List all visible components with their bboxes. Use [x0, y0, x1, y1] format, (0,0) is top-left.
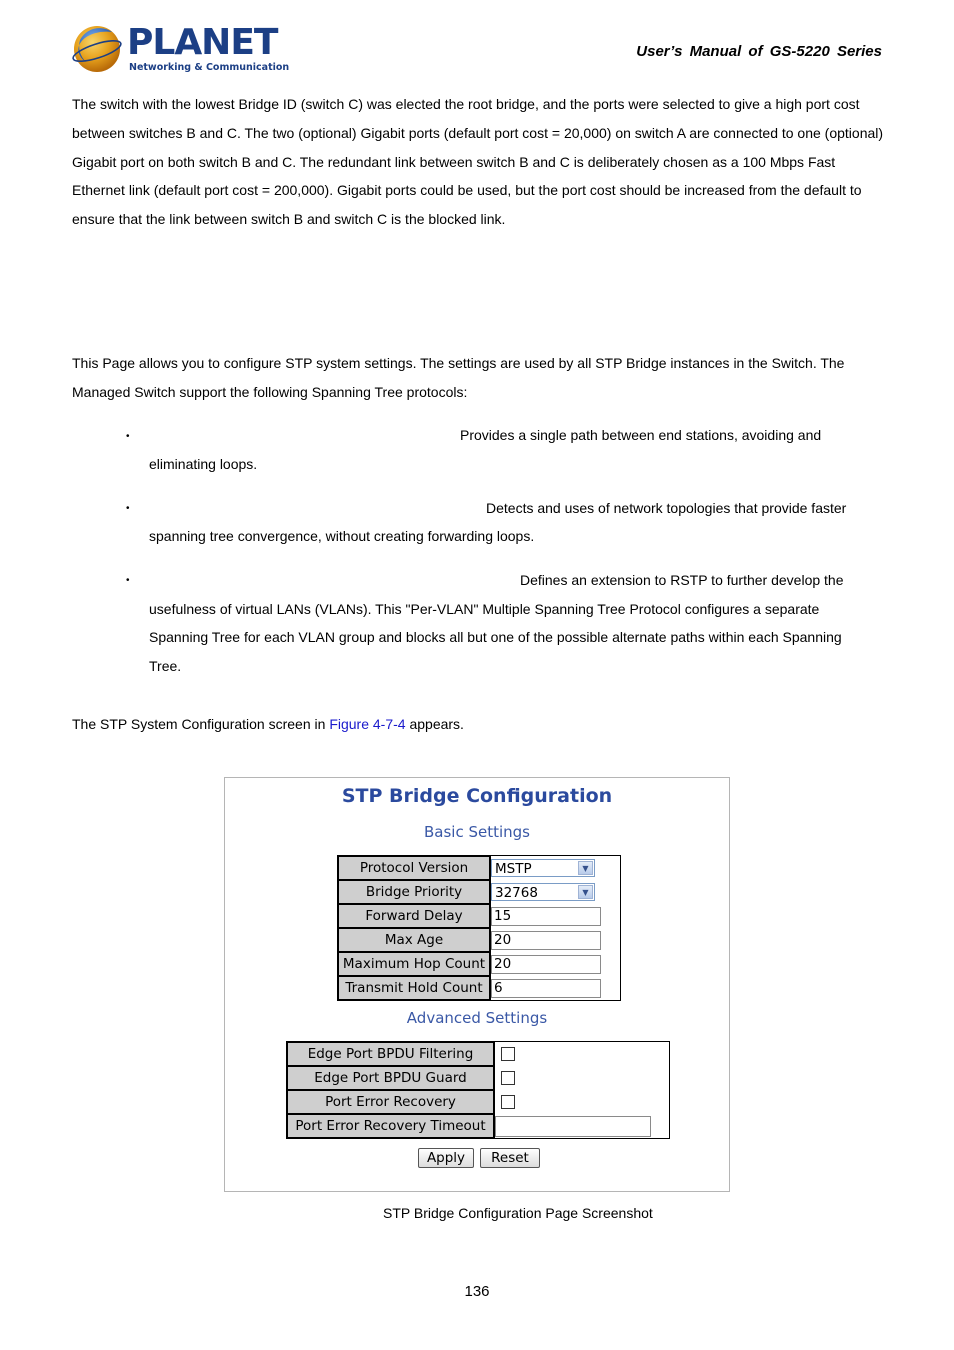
table-row: [287, 1090, 669, 1114]
bullet-stp-text: Provides a single path between end stations, avoiding and: [460, 427, 822, 443]
bpdu-filtering-checkbox[interactable]: [501, 1047, 515, 1061]
error-recovery-label: Port Error Recovery: [287, 1090, 495, 1114]
bpdu-filtering-label: Edge Port BPDU Filtering: [287, 1042, 495, 1066]
max-hop-count-input[interactable]: 20: [491, 955, 601, 974]
advanced-settings-title: Advanced Settings: [406, 1009, 548, 1027]
table-row: [287, 1114, 669, 1138]
table-row: [338, 856, 620, 880]
advanced-settings-table: [286, 1041, 670, 1139]
bullet-rstp-cont: spanning tree convergence, without creating forwarding loops.: [149, 528, 535, 544]
transmit-hold-count-input[interactable]: 6: [491, 979, 601, 998]
stp-config-title: STP Bridge Configuration: [341, 785, 613, 807]
max-age-label: Max Age: [338, 928, 491, 952]
table-row: [338, 880, 620, 904]
error-recovery-timeout-input[interactable]: [495, 1116, 651, 1137]
forward-delay-input[interactable]: 15: [491, 907, 601, 926]
bullet-dot: •: [126, 503, 130, 514]
figure-ref-text: The STP System Configuration screen in: [72, 716, 330, 732]
manual-title: User’s Manual of GS-5220 Series: [636, 43, 882, 60]
bridge-priority-value: 32768: [495, 885, 538, 901]
planet-logo: [72, 22, 290, 78]
error-recovery-timeout-label: Port Error Recovery Timeout: [287, 1114, 495, 1138]
basic-settings-title: Basic Settings: [423, 823, 530, 841]
stp-description-paragraph: This Page allows you to configure STP system settings. The settings are used by all STP Bridge instances in the Switch. The Managed Switch support the following Spanning Tree protocols:: [72, 355, 845, 400]
bpdu-guard-checkbox[interactable]: [501, 1071, 515, 1085]
table-row: [338, 928, 620, 952]
table-row: [287, 1042, 669, 1066]
logo-tagline: Networking & Communication: [129, 62, 290, 73]
bridge-priority-label: Bridge Priority: [338, 880, 491, 904]
protocol-version-value: MSTP: [495, 861, 532, 877]
table-row: [338, 976, 620, 1000]
max-age-input[interactable]: 20: [491, 931, 601, 950]
chevron-down-icon[interactable]: ▼: [578, 861, 593, 875]
bullet-stp-cont: eliminating loops.: [149, 456, 258, 472]
bullet-mstp-cont-1: usefulness of virtual LANs (VLANs). This "Per-VLAN" Multiple Spanning Tree Protocol configures a separate: [149, 601, 820, 617]
figure-reference: [72, 710, 464, 738]
error-recovery-checkbox[interactable]: [501, 1095, 515, 1109]
table-row: [338, 904, 620, 928]
reset-button[interactable]: Reset: [480, 1148, 540, 1168]
bullet-mstp-cont-2: Spanning Tree for each VLAN group and blocks all but one of the possible alternate paths within each Spanning: [149, 629, 842, 645]
forward-delay-label: Forward Delay: [338, 904, 491, 928]
intro-paragraph: The switch with the lowest Bridge ID (switch C) was elected the root bridge, and the ports were selected to give a high port cost between switches B and C. The two (optional) Gigabit ports (default port cost = 20,000) on switch A are connected to one (optional) Gigabit port on both switch B and C. The redundant link between switch B and C is deliberately chosen as a 100 Mbps Fast Ethernet link (default port cost = 200,000). Gigabit ports could be used, but the port cost should be increased from the default to ensure that the link between switch B and switch C is the blocked link.: [72, 96, 884, 228]
table-row: [338, 952, 620, 976]
max-hop-count-label: Maximum Hop Count: [338, 952, 491, 976]
bullet-rstp-text: Detects and uses of network topologies that provide faster: [486, 500, 847, 516]
protocol-version-label: Protocol Version: [338, 856, 491, 880]
bpdu-guard-label: Edge Port BPDU Guard: [287, 1066, 495, 1090]
chevron-down-icon[interactable]: ▼: [578, 885, 593, 899]
bullet-mstp-text: Defines an extension to RSTP to further develop the: [520, 572, 844, 588]
page-number: 136: [464, 1283, 490, 1300]
stp-config-screenshot: [224, 777, 730, 1192]
bullet-mstp-cont-3: Tree.: [149, 658, 182, 674]
figure-link[interactable]: Figure 4-7-4: [329, 716, 406, 732]
bullet-dot: •: [126, 575, 130, 586]
logo-wordmark: PLANET: [127, 22, 278, 63]
table-row: [287, 1066, 669, 1090]
figure-caption: STP Bridge Configuration Page Screenshot: [383, 1205, 653, 1221]
figure-ref-text-end: appears.: [405, 716, 464, 732]
apply-button[interactable]: Apply: [418, 1148, 474, 1168]
bullet-dot: •: [126, 431, 130, 442]
transmit-hold-count-label: Transmit Hold Count: [338, 976, 491, 1000]
basic-settings-table: [337, 855, 621, 1001]
bridge-priority-select[interactable]: [491, 883, 595, 901]
protocol-version-select[interactable]: [491, 859, 595, 877]
